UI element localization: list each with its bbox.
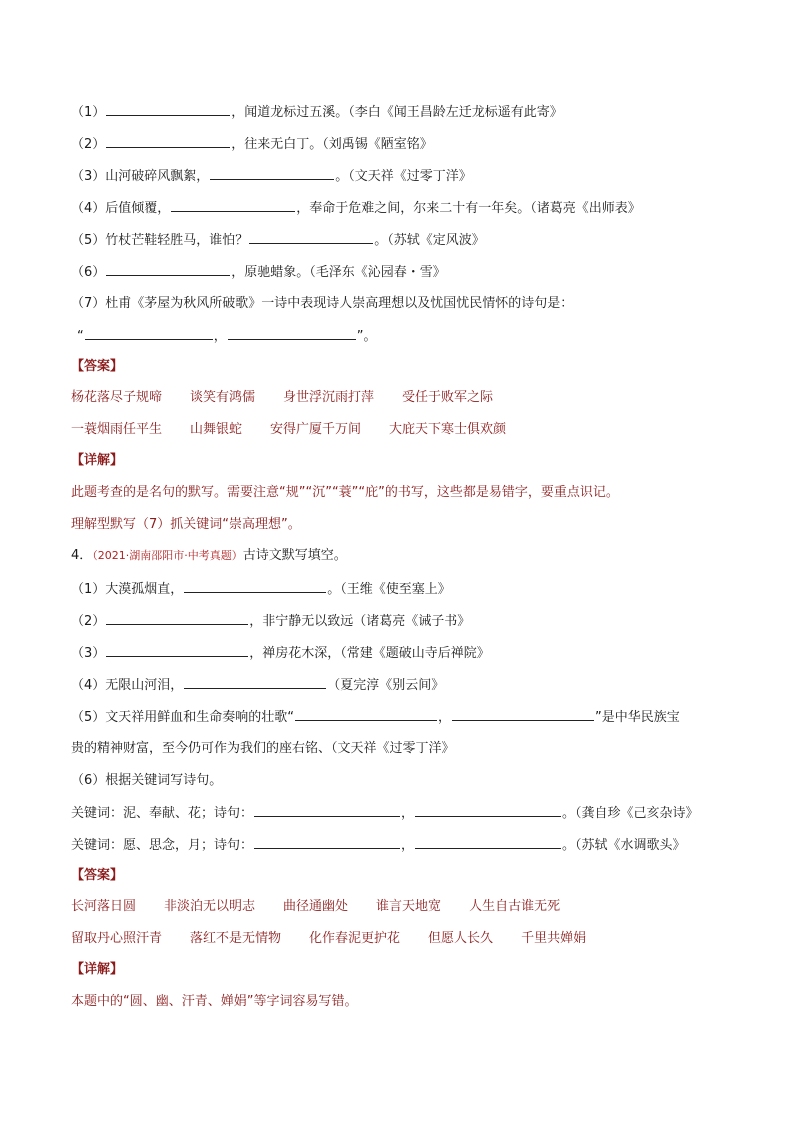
item-text: ，原驰蜡象。（毛泽东《沁园春・雪》	[231, 265, 446, 280]
answer-item: 留取丹心照汗青	[71, 931, 163, 946]
item-text: 杜甫《茅屋为秋风所破歌》一诗中表现诗人崇高理想以及忧国忧民情怀的诗句是：	[105, 296, 574, 311]
item-number: （2）	[71, 614, 106, 629]
q3-item-7	[71, 295, 573, 313]
q4-detail-header: 【详解】	[71, 962, 124, 977]
q4-item-5-line-1	[71, 708, 680, 727]
q4-heading	[71, 547, 347, 565]
answer-item: 身世浮沉雨打萍	[283, 390, 375, 405]
q3-item-7-blanks	[77, 327, 377, 346]
item-number: （6）	[71, 265, 106, 280]
answer-item: 但愿人长久	[428, 931, 494, 946]
separator: ，	[213, 329, 227, 344]
q4-keyword-line-1	[71, 804, 699, 823]
item-text: 。（苏轼《定风波》	[374, 233, 485, 248]
item-text: （5）文天祥用鲜血和生命奏响的壮歌“	[71, 710, 295, 725]
q3-answers-row-1	[71, 389, 493, 407]
item-text: 关键词：泥、奉献、花；诗句：	[71, 806, 254, 821]
item-number: （3）	[71, 646, 106, 661]
q4-item-6: （6）根据关键词写诗句。	[71, 773, 223, 788]
item-number: （5）	[71, 233, 106, 248]
fill-blank[interactable]	[249, 231, 373, 244]
item-text: ，禅房花木深，（常建《题破山寺后禅院》	[249, 646, 490, 661]
item-number: （4）	[71, 678, 106, 693]
answer-item: 一蓑烟雨任平生	[71, 422, 163, 437]
fill-blank[interactable]	[171, 199, 295, 212]
answer-item: 安得广厦千万间	[270, 422, 362, 437]
q3-item-4	[71, 199, 641, 218]
answer-item: 千里共婵娟	[521, 931, 587, 946]
q4-answers-row-1	[71, 898, 560, 916]
fill-blank[interactable]	[254, 804, 400, 817]
answer-item: 山舞银蛇	[190, 422, 243, 437]
fill-blank[interactable]	[106, 135, 230, 148]
fill-blank[interactable]	[228, 327, 356, 340]
q3-detail-line-1: 此题考查的是名句的默写。需要注意“规”“沉”“蓑”“庇”的书写，这些都是易错字，要重点识记。	[71, 485, 619, 500]
separator: ，	[401, 806, 415, 821]
fill-blank[interactable]	[452, 708, 594, 721]
item-text: 后值倾覆，	[105, 201, 171, 216]
item-number: （3）	[71, 169, 106, 184]
item-text: 大漠孤烟直，	[105, 582, 184, 597]
answer-item: 受任于败军之际	[402, 390, 494, 405]
q4-keyword-line-2	[71, 836, 686, 855]
item-text: 关键词：愿、思念，月；诗句：	[71, 838, 254, 853]
q4-item-2	[71, 612, 470, 631]
q3-answer-header: 【答案】	[71, 359, 124, 374]
answer-item: 化作春泥更护花	[309, 931, 401, 946]
q4-item-1	[71, 580, 451, 599]
q4-item-3	[71, 644, 490, 663]
separator: ，	[401, 838, 415, 853]
item-text: ，非宁静无以致远（诸葛亮《诫子书》	[249, 614, 471, 629]
item-text: ，奉命于危难之间，尔来二十有一年矣。（诸葛亮《出师表》	[296, 201, 641, 216]
answer-item: 曲径通幽处	[283, 899, 349, 914]
answer-item: 落红不是无情物	[190, 931, 282, 946]
answer-item: 长河落日圆	[71, 899, 137, 914]
q3-detail-line-2: 理解型默写（7）抓关键词“崇高理想”。	[71, 517, 301, 532]
item-number: （4）	[71, 201, 106, 216]
item-text: 无限山河泪，	[105, 678, 184, 693]
answer-item: 谈笑有鸿儒	[190, 390, 256, 405]
item-number: （7）	[71, 296, 106, 311]
item-text: 竹杖芒鞋轻胜马，谁怕？	[105, 233, 249, 248]
fill-blank[interactable]	[254, 836, 400, 849]
q4-item-5-line-2: 贵的精神财富，至今仍可作为我们的座右铭、（文天祥《过零丁洋》	[71, 741, 455, 756]
item-text: 山河破碎风飘絮，	[105, 169, 210, 184]
q4-answers-row-2	[71, 930, 586, 948]
answer-item: 大庇天下寒士俱欢颜	[389, 422, 507, 437]
question-source: （2021·湖南邵阳市·中考真题）	[92, 549, 243, 562]
q4-answer-header: 【答案】	[71, 868, 124, 883]
fill-blank[interactable]	[415, 836, 561, 849]
q3-detail-header: 【详解】	[71, 453, 124, 468]
q3-item-1	[71, 103, 563, 122]
answer-item: 非淡泊无以明志	[164, 899, 256, 914]
item-text: ，闻道龙标过五溪。（李白《闻王昌龄左迁龙标遥有此寄》	[231, 105, 563, 120]
fill-blank[interactable]	[106, 263, 230, 276]
open-quote: “	[77, 329, 84, 344]
q3-item-3	[71, 167, 472, 186]
item-text: （夏完淳《别云间》	[327, 678, 445, 693]
q3-item-2	[71, 135, 433, 154]
answer-item: 人生自古谁无死	[469, 899, 561, 914]
item-number: （1）	[71, 105, 106, 120]
item-number: （1）	[71, 582, 106, 597]
q3-answers-row-2	[71, 421, 506, 439]
fill-blank[interactable]	[106, 103, 230, 116]
q3-item-6	[71, 263, 446, 282]
fill-blank[interactable]	[106, 644, 248, 657]
q3-item-5	[71, 231, 485, 250]
item-text: 。（龚自珍《己亥杂诗》	[562, 806, 699, 821]
item-text: ，往来无白丁。（刘禹锡《陋室铭》	[231, 137, 433, 152]
question-title: 古诗文默写填空。	[242, 548, 347, 563]
fill-blank[interactable]	[106, 612, 248, 625]
fill-blank[interactable]	[210, 167, 334, 180]
answer-item: 谁言天地宽	[376, 899, 442, 914]
fill-blank[interactable]	[85, 327, 213, 340]
item-text: ”是中华民族宝	[595, 710, 680, 725]
close-quote: ”。	[356, 329, 377, 344]
fill-blank[interactable]	[184, 580, 326, 593]
separator: ，	[438, 710, 452, 725]
item-text: 。（苏轼《水调歌头》	[562, 838, 686, 853]
q4-item-4	[71, 676, 444, 695]
question-number: 4．	[71, 548, 93, 563]
fill-blank[interactable]	[184, 676, 326, 689]
q4-detail-line-1: 本题中的“圆、幽、汗青、婵娟”等字词容易写错。	[71, 994, 358, 1009]
fill-blank[interactable]	[415, 804, 561, 817]
answer-item: 杨花落尽子规啼	[71, 390, 163, 405]
fill-blank[interactable]	[295, 708, 437, 721]
item-text: 。（王维《使至塞上》	[327, 582, 451, 597]
item-text: 。（文天祥《过零丁洋》	[335, 169, 472, 184]
item-number: （2）	[71, 137, 106, 152]
